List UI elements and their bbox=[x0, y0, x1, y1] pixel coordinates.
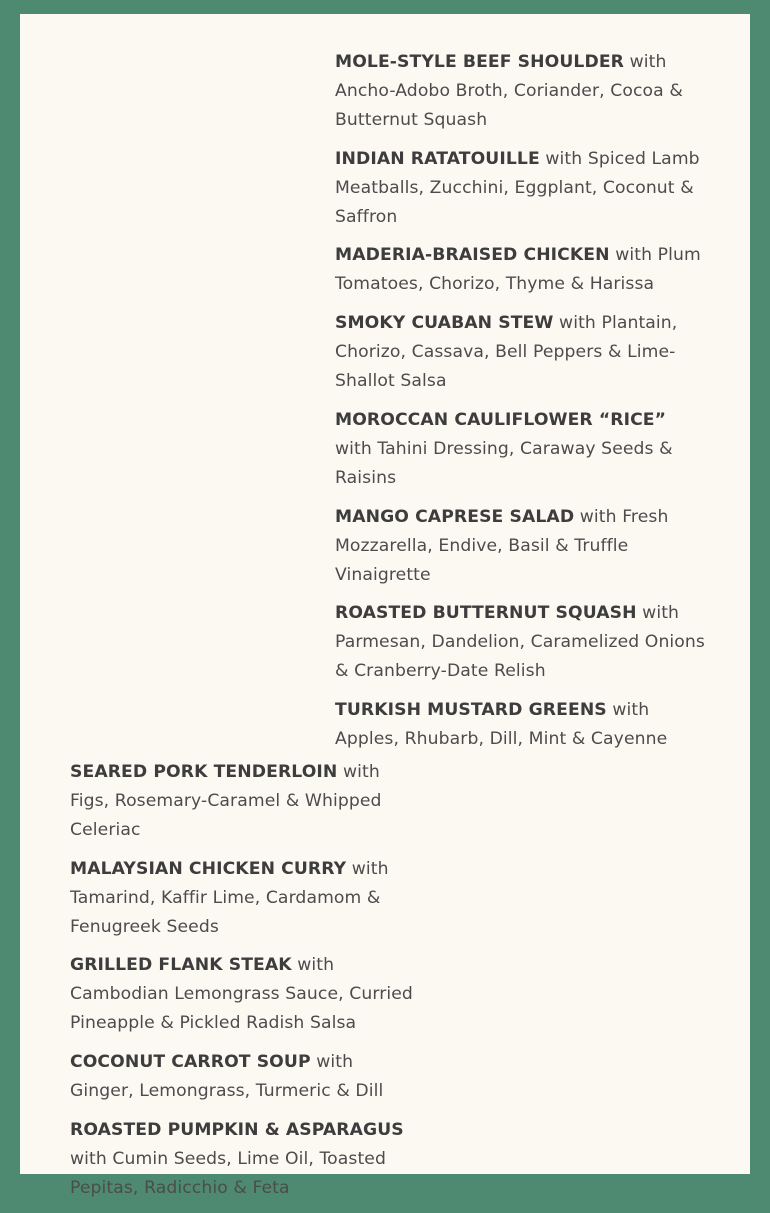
dish-name: INDIAN RATATOUILLE bbox=[335, 148, 540, 169]
menu-list-right bbox=[335, 48, 707, 764]
menu-item bbox=[70, 855, 422, 942]
dish-name: ROASTED PUMPKIN & ASPARAGUS bbox=[70, 1119, 404, 1140]
menu-card bbox=[20, 14, 750, 1198]
dish-name: SEARED PORK TENDERLOIN bbox=[70, 762, 338, 782]
menu-item bbox=[335, 599, 707, 686]
menu-item bbox=[70, 1048, 422, 1106]
dish-description: with Figs, Rosemary-Caramel & Whipped Celeriac bbox=[70, 762, 382, 840]
dish-name: MADERIA-BRAISED CHICKEN bbox=[335, 245, 610, 266]
menu-item bbox=[335, 406, 707, 493]
dish-name: TURKISH MUSTARD GREENS bbox=[335, 700, 607, 721]
dish-description: with Spiced Lamb Meatballs, Zucchini, Eggplant, Coconut & Saffron bbox=[335, 148, 700, 227]
dish-description: with Parmesan, Dandelion, Caramelized Onions & Cranberry-Date Relish bbox=[335, 603, 705, 682]
menu-item bbox=[335, 503, 707, 590]
dish-description: with Ancho-Adobo Broth, Coriander, Cocoa & Butternut Squash bbox=[335, 52, 683, 130]
menu-list-left bbox=[70, 758, 422, 1213]
menu-item bbox=[335, 696, 707, 754]
dish-description: with Cumin Seeds, Lime Oil, Toasted Pepitas, Radicchio & Feta bbox=[70, 1148, 386, 1198]
dish-name: MOLE-STYLE BEEF SHOULDER bbox=[335, 52, 624, 72]
menu-item bbox=[335, 309, 707, 396]
dish-description: with Ginger, Lemongrass, Turmeric & Dill bbox=[70, 1052, 384, 1102]
dish-description: with Plum Tomatoes, Chorizo, Thyme & Harissa bbox=[335, 245, 701, 295]
menu-item bbox=[70, 758, 422, 845]
menu-item bbox=[335, 145, 707, 232]
dish-name: COCONUT CARROT SOUP bbox=[70, 1052, 311, 1073]
menu-item bbox=[335, 48, 707, 135]
dish-description: with Tamarind, Kaffir Lime, Cardamom & Fenugreek Seeds bbox=[70, 858, 389, 937]
dish-description: with Apples, Rhubarb, Dill, Mint & Cayenne bbox=[335, 700, 668, 750]
dish-name: ROASTED BUTTERNUT SQUASH bbox=[335, 603, 637, 624]
dish-name: MANGO CAPRESE SALAD bbox=[335, 506, 575, 527]
menu-item bbox=[70, 951, 422, 1038]
dish-name: MOROCCAN CAULIFLOWER “RICE” bbox=[335, 409, 667, 430]
menu-item bbox=[335, 241, 707, 299]
menu-item bbox=[70, 1116, 422, 1203]
dish-description: with Plantain, Chorizo, Cassava, Bell Peppers & Lime-Shallot Salsa bbox=[335, 313, 678, 392]
dish-description: with Tahini Dressing, Caraway Seeds & Raisins bbox=[335, 438, 673, 488]
dish-name: GRILLED FLANK STEAK bbox=[70, 955, 292, 976]
dish-name: SMOKY CUABAN STEW bbox=[335, 313, 554, 334]
dish-description: with Fresh Mozzarella, Endive, Basil & Truffle Vinaigrette bbox=[335, 506, 669, 585]
dish-description: with Cambodian Lemongrass Sauce, Curried Pineapple & Pickled Radish Salsa bbox=[70, 955, 413, 1034]
dish-name: MALAYSIAN CHICKEN CURRY bbox=[70, 858, 347, 879]
